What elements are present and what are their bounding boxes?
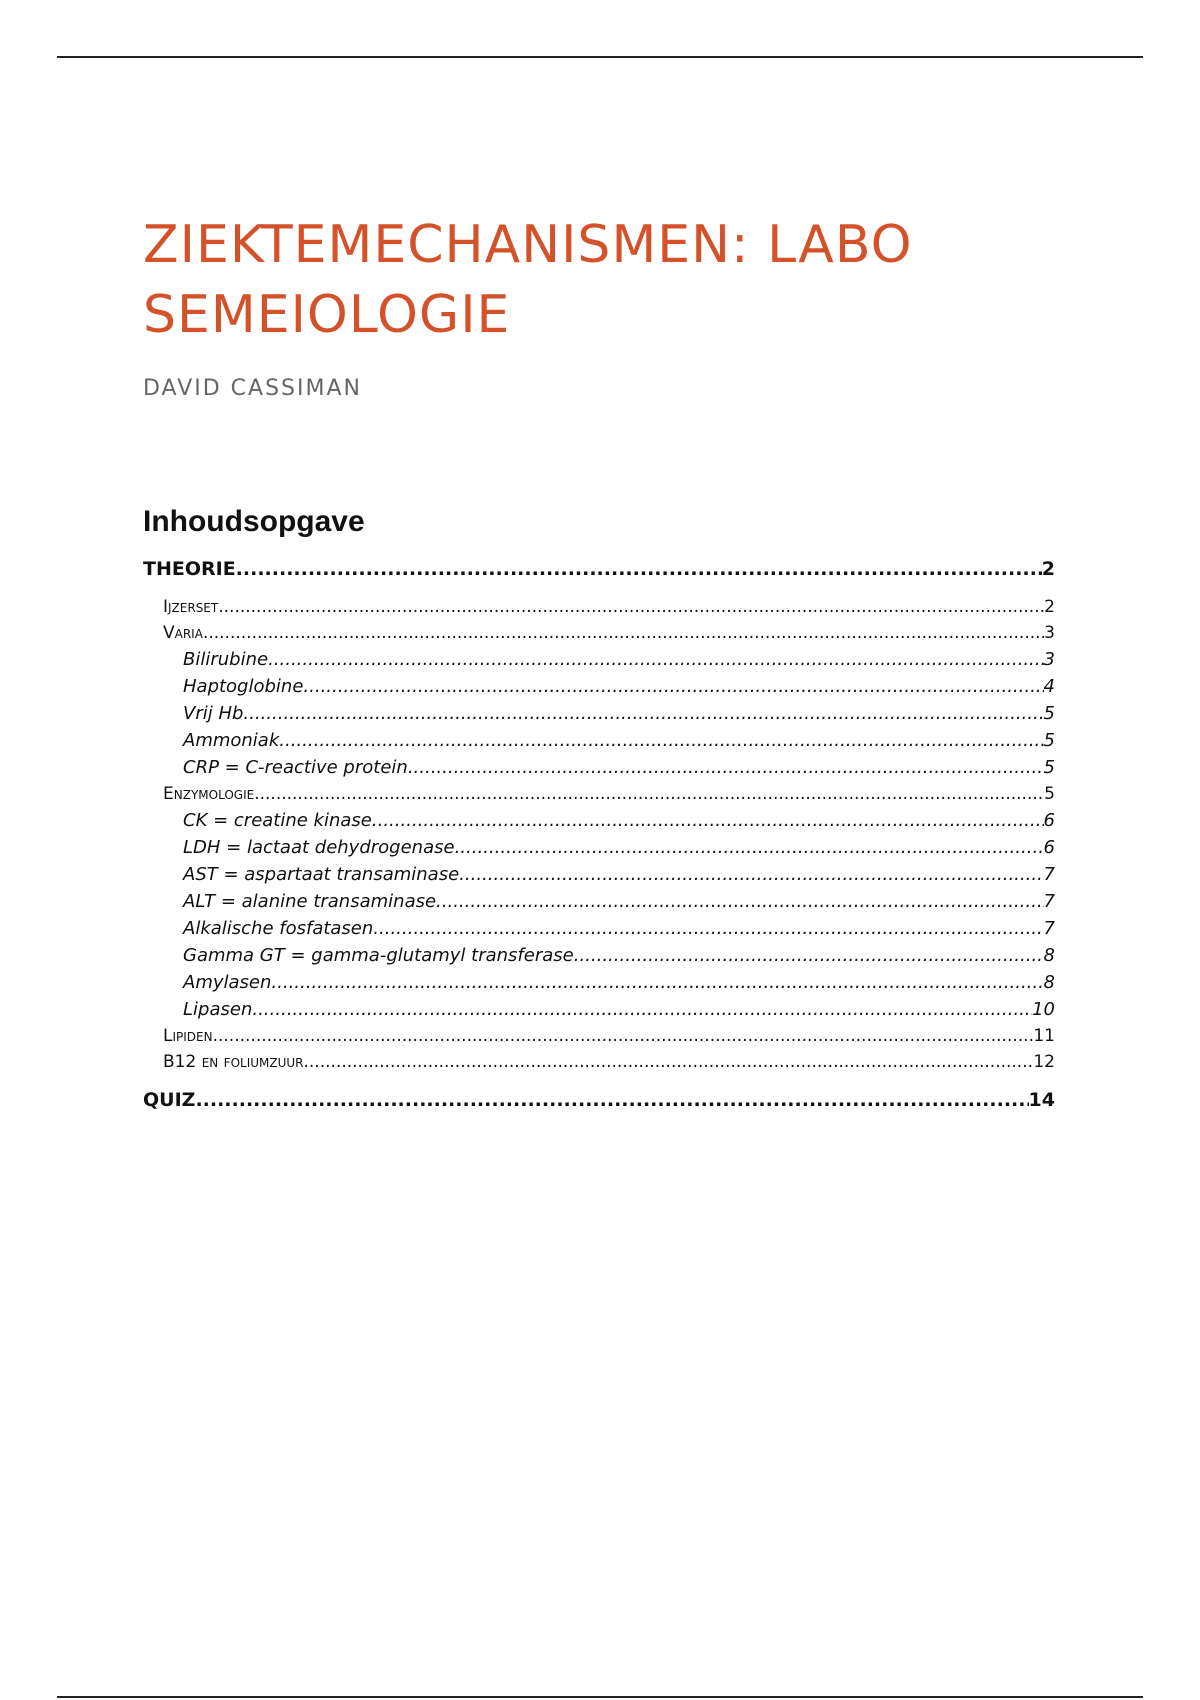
toc-entry-label: B12 en foliumzuur <box>163 1052 304 1072</box>
toc-entry-ck[interactable] <box>143 807 1055 834</box>
toc-entry-page: 2 <box>1044 597 1055 617</box>
toc-leader-dots <box>304 1049 1034 1075</box>
toc-entry-label: Ammoniak <box>183 730 280 751</box>
footer-rule <box>57 1696 1143 1698</box>
header-rule <box>57 56 1143 58</box>
toc-entry-label: Haptoglobine <box>183 676 304 697</box>
toc-entry-label: Alkalische fosfatasen <box>183 918 374 939</box>
toc-leader-dots <box>195 1087 1028 1113</box>
toc-entry-ldh[interactable] <box>143 834 1055 861</box>
toc-entry-page: 11 <box>1033 1026 1055 1046</box>
toc-entry-alt[interactable] <box>143 888 1055 915</box>
table-of-contents <box>143 556 1055 1113</box>
toc-entry-label: Lipasen <box>183 999 253 1020</box>
toc-entry-label: Lipiden <box>163 1026 213 1046</box>
toc-entry-page: 12 <box>1033 1052 1055 1072</box>
toc-entry-page: 4 <box>1043 676 1055 697</box>
toc-entry-amylasen[interactable] <box>143 969 1055 996</box>
toc-leader-dots <box>236 556 1042 582</box>
toc-entry-haptoglobine[interactable] <box>143 673 1055 700</box>
toc-entry-page: 3 <box>1044 623 1055 643</box>
toc-entry-label: QUIZ <box>143 1089 196 1111</box>
toc-heading: Inhoudsopgave <box>143 505 365 538</box>
toc-entry-page: 5 <box>1043 757 1055 778</box>
toc-entry-ast[interactable] <box>143 861 1055 888</box>
toc-entry-label: Varia <box>163 623 203 643</box>
toc-leader-dots <box>373 915 1043 942</box>
toc-entry-label: AST = aspartaat transaminase <box>183 864 460 885</box>
toc-entry-page: 5 <box>1043 703 1055 724</box>
toc-entry-page: 5 <box>1043 730 1055 751</box>
toc-entry-varia[interactable] <box>143 620 1055 646</box>
toc-entry-quiz[interactable] <box>143 1087 1055 1113</box>
toc-leader-dots <box>243 700 1043 727</box>
toc-entry-label: Vrij Hb <box>183 703 244 724</box>
toc-entry-page: 6 <box>1043 810 1055 831</box>
toc-entry-page: 7 <box>1043 891 1055 912</box>
toc-entry-alkalische-fosfatasen[interactable] <box>143 915 1055 942</box>
document-author: DAVID CASSIMAN <box>143 376 362 401</box>
toc-entry-enzymologie[interactable] <box>143 781 1055 807</box>
toc-entry-page: 6 <box>1043 837 1055 858</box>
toc-entry-label: Gamma GT = gamma-glutamyl transferase <box>183 945 574 966</box>
toc-entry-crp[interactable] <box>143 754 1055 781</box>
toc-entry-label: Amylasen <box>183 972 272 993</box>
toc-leader-dots <box>254 781 1044 807</box>
toc-entry-page: 7 <box>1043 864 1055 885</box>
toc-entry-page: 8 <box>1043 972 1055 993</box>
toc-entry-bilirubine[interactable] <box>143 646 1055 673</box>
toc-entry-page: 7 <box>1043 918 1055 939</box>
toc-leader-dots <box>213 1023 1034 1049</box>
toc-entry-page: 2 <box>1041 558 1055 580</box>
document-title <box>143 210 1103 350</box>
toc-leader-dots <box>455 834 1044 861</box>
toc-leader-dots <box>252 996 1032 1023</box>
toc-entry-page: 8 <box>1043 945 1055 966</box>
toc-leader-dots <box>574 942 1044 969</box>
toc-leader-dots <box>459 861 1043 888</box>
toc-entry-ijzerset[interactable] <box>143 594 1055 620</box>
toc-entry-page: 14 <box>1028 1089 1055 1111</box>
toc-entry-vrij-hb[interactable] <box>143 700 1055 727</box>
toc-entry-label: LDH = lactaat dehydrogenase <box>183 837 455 858</box>
toc-entry-label: CK = creatine kinase <box>183 810 372 831</box>
toc-leader-dots <box>408 754 1044 781</box>
toc-leader-dots <box>271 969 1043 996</box>
toc-entry-ammoniak[interactable] <box>143 727 1055 754</box>
toc-entry-page: 5 <box>1044 784 1055 804</box>
toc-leader-dots <box>218 594 1044 620</box>
toc-entry-label: THEORIE <box>143 558 236 580</box>
toc-leader-dots <box>268 646 1043 673</box>
document-title-line-2: SEMEIOLOGIE <box>143 285 511 345</box>
toc-entry-lipiden[interactable] <box>143 1023 1055 1049</box>
toc-entry-page: 10 <box>1032 999 1055 1020</box>
toc-leader-dots <box>303 673 1043 700</box>
toc-entry-lipasen[interactable] <box>143 996 1055 1023</box>
document-title-line-1: ZIEKTEMECHANISMEN: LABO <box>143 215 913 275</box>
toc-entry-label: ALT = alanine transaminase <box>183 891 437 912</box>
toc-entry-theorie[interactable] <box>143 556 1055 582</box>
toc-leader-dots <box>279 727 1043 754</box>
toc-entry-label: CRP = C-reactive protein <box>183 757 408 778</box>
toc-entry-page: 3 <box>1043 649 1055 670</box>
toc-entry-label: Bilirubine <box>183 649 269 670</box>
toc-leader-dots <box>372 807 1044 834</box>
toc-entry-label: Ijzerset <box>163 597 219 617</box>
toc-leader-dots <box>436 888 1044 915</box>
toc-entry-gamma-gt[interactable] <box>143 942 1055 969</box>
toc-entry-label: Enzymologie <box>163 784 255 804</box>
toc-leader-dots <box>203 620 1044 646</box>
toc-entry-b12-en-foliumzuur[interactable] <box>143 1049 1055 1075</box>
